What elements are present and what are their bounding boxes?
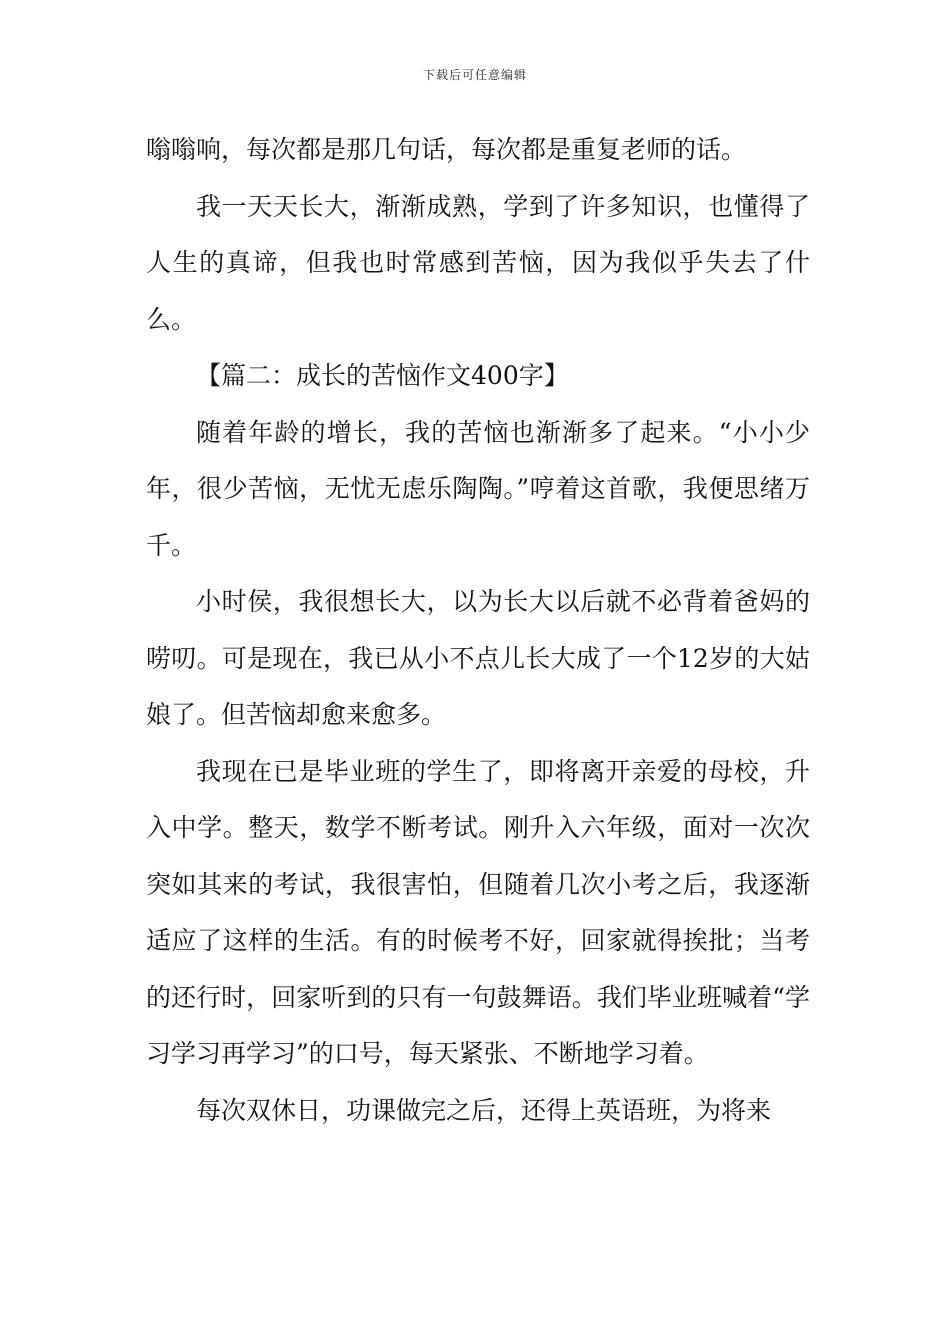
paragraph: 嗡嗡响，每次都是那几句话，每次都是重复老师的话。 <box>146 135 747 164</box>
paragraph: 小时侯，我很想长大，以为长大以后就不必背着爸妈的唠叨。可是现在，我已从小不点儿长大成了一个12岁的大姑娘了。但苦恼却愈来愈多。 <box>146 587 810 729</box>
section-heading: 【篇二：成长的苦恼作文400字】 <box>196 361 569 390</box>
paragraph: 随着年龄的增长，我的苦恼也渐渐多了起来。“小小少年，很少苦恼，无忧无虑乐陶陶。”哼着这首歌，我便思绪万千。 <box>146 417 810 560</box>
paragraph: 每次双休日，功课做完之后，还得上英语班，为将来 <box>196 1095 772 1125</box>
document-body <box>146 122 810 1139</box>
paragraph: 我现在已是毕业班的学生了，即将离开亲爱的母校，升入中学。整天，数学不断考试。刚升入六年级，面对一次次突如其来的考试，我很害怕，但随着几次小考之后，我逐渐适应了这样的生活。有的时候考不好，回家就得挨批；当考的还行时，回家听到的只有一句鼓舞语。我们毕业班喊着“学习学习再学习”的口号，每天紧张、不断地学习着。 <box>146 756 810 1068</box>
paragraph: 我一天天长大，渐渐成熟，学到了许多知识，也懂得了人生的真谛，但我也时常感到苦恼，因为我似乎失去了什么。 <box>146 191 810 334</box>
page-header: 下载后可任意编辑 <box>422 68 527 82</box>
